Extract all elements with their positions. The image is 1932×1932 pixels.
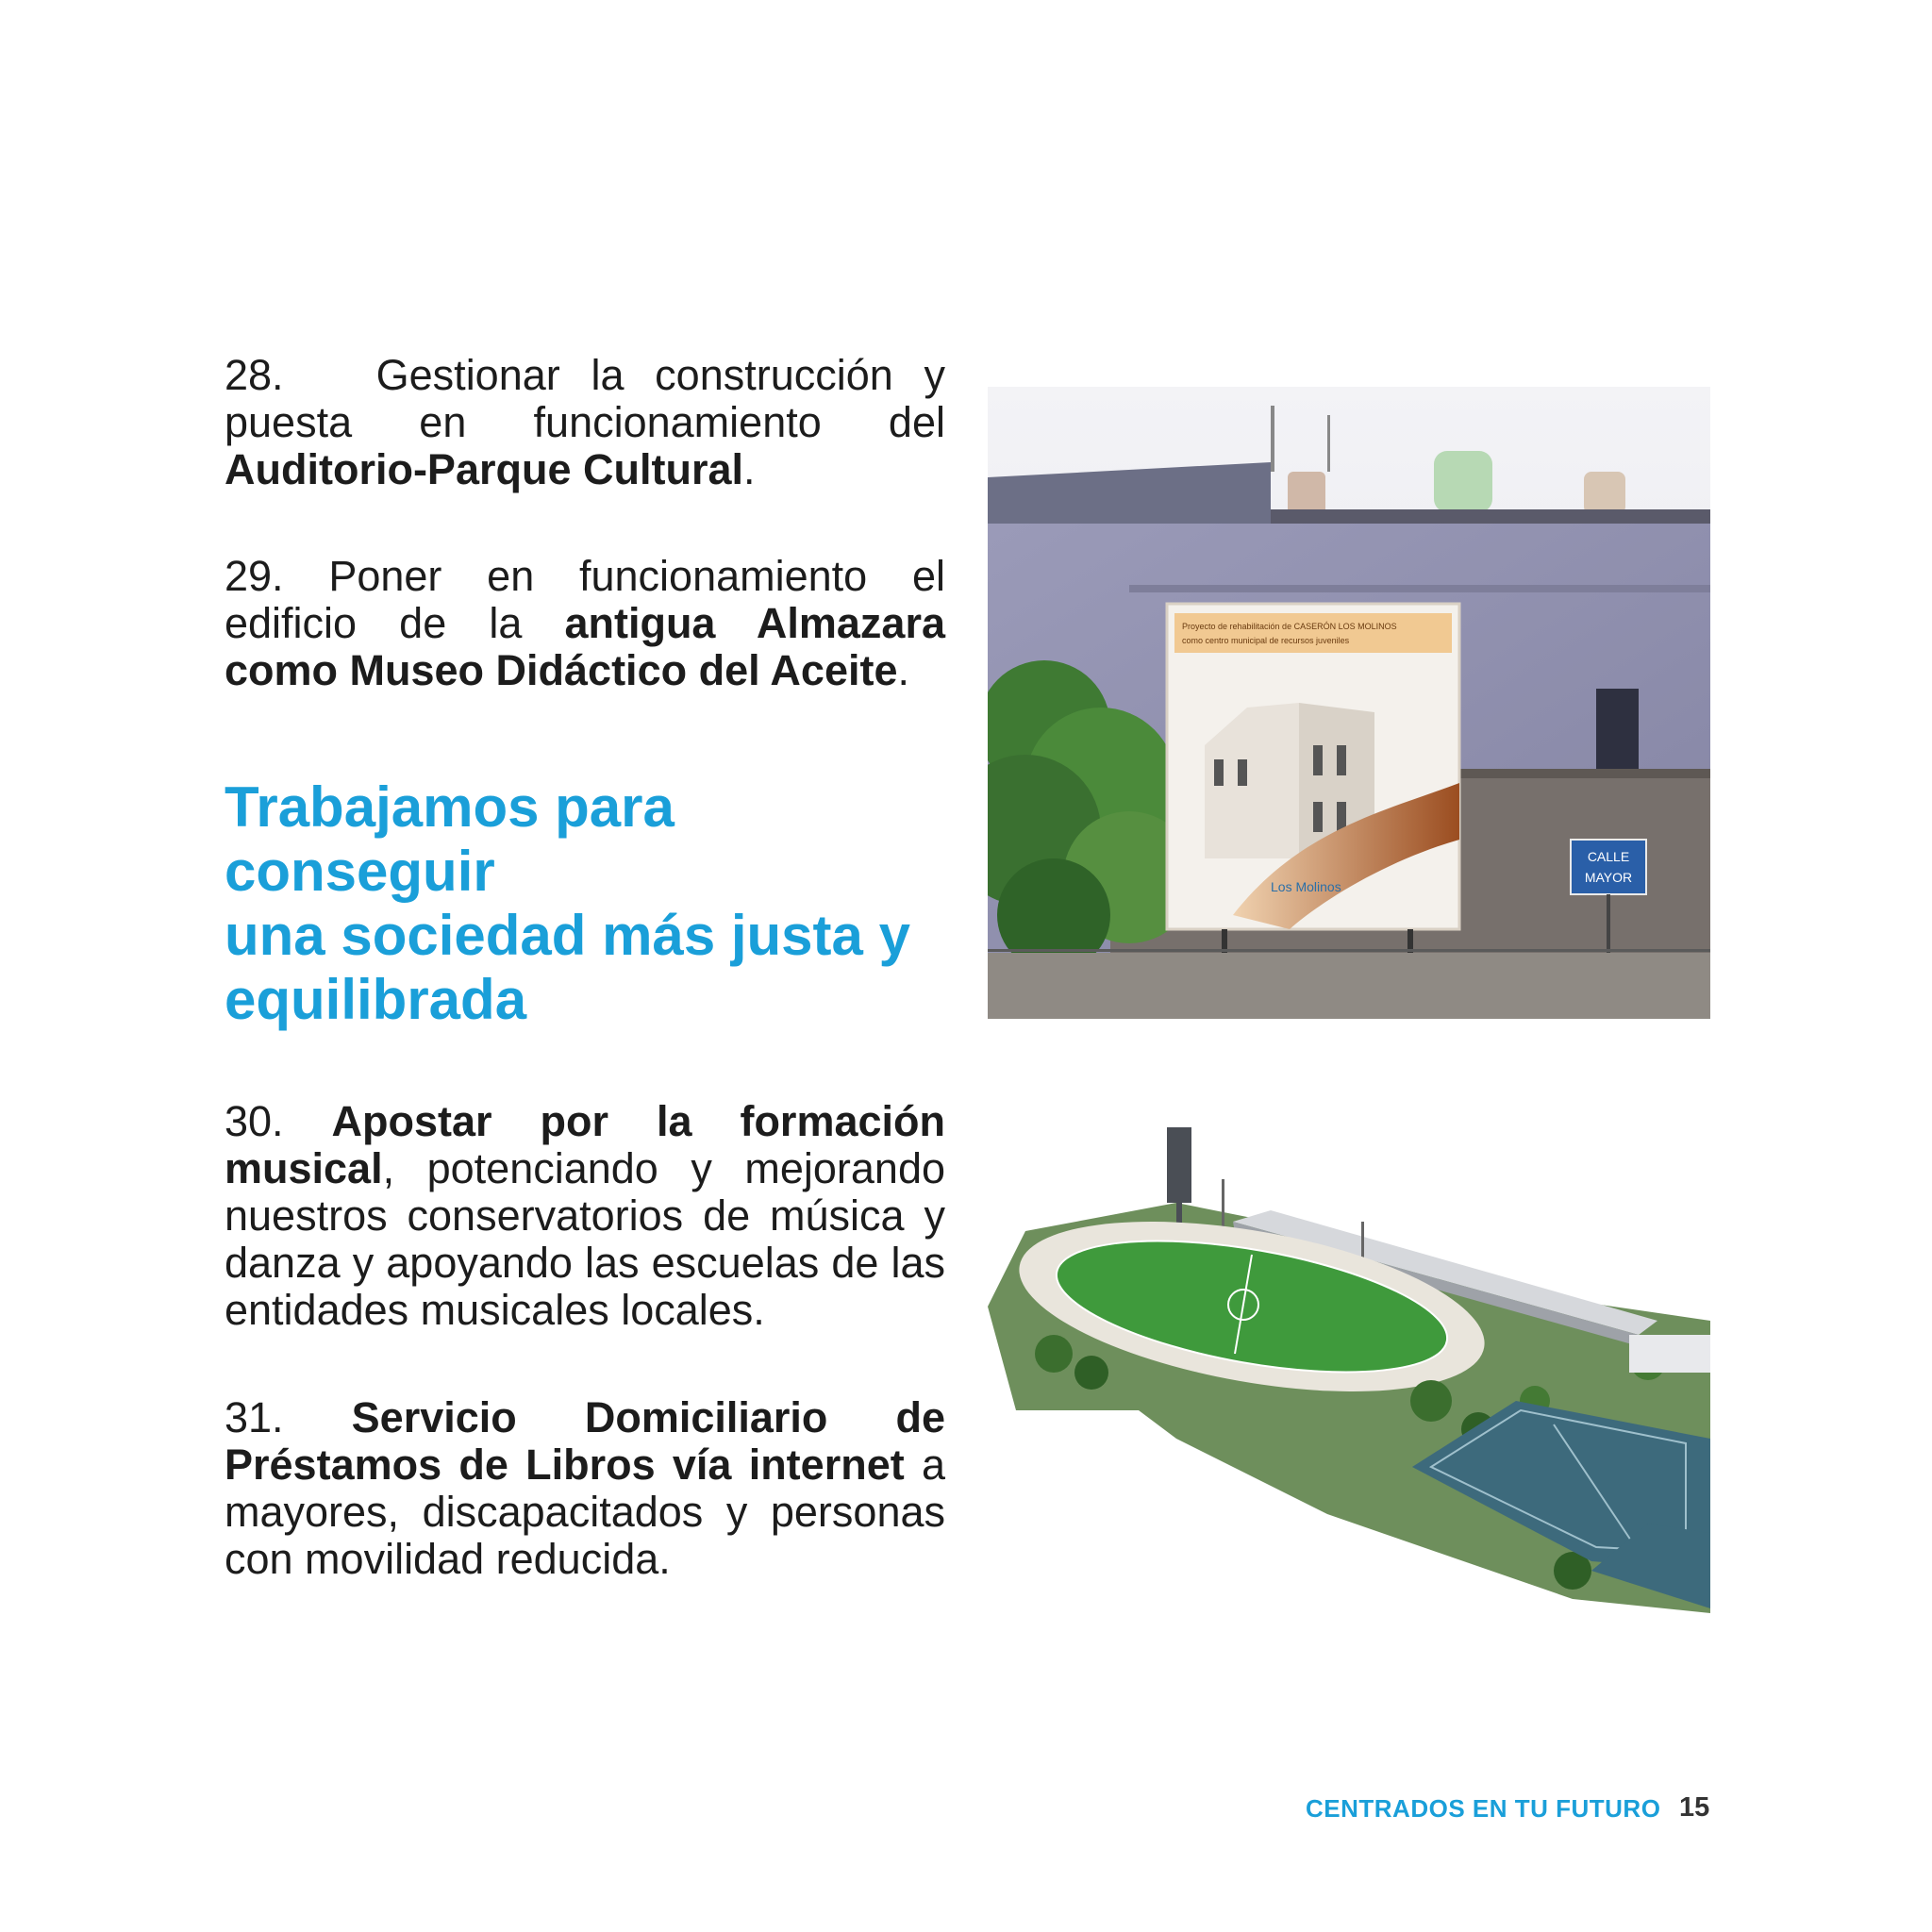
item-number: 30. [225,1097,284,1145]
item-text-bold: Auditorio-Parque Cultural [225,445,743,493]
item-number: 29. [225,552,284,600]
footer-title: CENTRADOS EN TU FUTURO [1306,1794,1661,1823]
sports-complex-photo [988,1127,1710,1618]
item-text: Gestionar la construcción y puesta en funcionamiento del [225,351,945,446]
street-sign-line-1: CALLE [1587,849,1630,864]
item-29 [225,553,945,694]
item-text: , potenciando y mejorando nuestros conservatorios de música y danza y apoyando las escuelas de las entidades musicales locales. [225,1144,945,1334]
billboard-logo: Los Molinos [1271,879,1341,894]
item-30 [225,1098,945,1334]
item-text: a mayores, discapacitados y personas con movilidad reducida. [225,1441,945,1583]
headline-line-1: Trabajamos para conseguir [225,775,675,903]
item-number: 28. [225,351,284,399]
item-text-bold: Servicio Domiciliario de Préstamos de Libros vía internet [225,1393,945,1489]
building-billboard-photo [988,387,1710,1019]
headline-line-2: una sociedad más justa y [225,904,910,967]
street-sign-line-2: MAYOR [1584,870,1633,885]
item-31 [225,1394,945,1583]
headline-line-3: equilibrada [225,968,527,1031]
billboard [1167,604,1459,929]
billboard-line-1: Proyecto de rehabilitación de CASERÓN LOS MOLINOS [1182,622,1397,631]
billboard-line-2: como centro municipal de recursos juveniles [1182,636,1350,645]
item-text: Poner en funcionamiento el edificio de la [225,552,945,647]
section-headline [225,775,960,1032]
item-text-bold: Apostar por la formación musical [225,1097,945,1192]
item-text-end: . [743,445,756,493]
page-number: 15 [1679,1792,1710,1823]
item-text-end: . [897,646,910,694]
street-sign [1571,840,1646,894]
item-text-bold: antigua Almazara como Museo Didáctico del Aceite [225,599,945,694]
item-28 [225,352,945,493]
item-number: 31. [225,1393,284,1441]
